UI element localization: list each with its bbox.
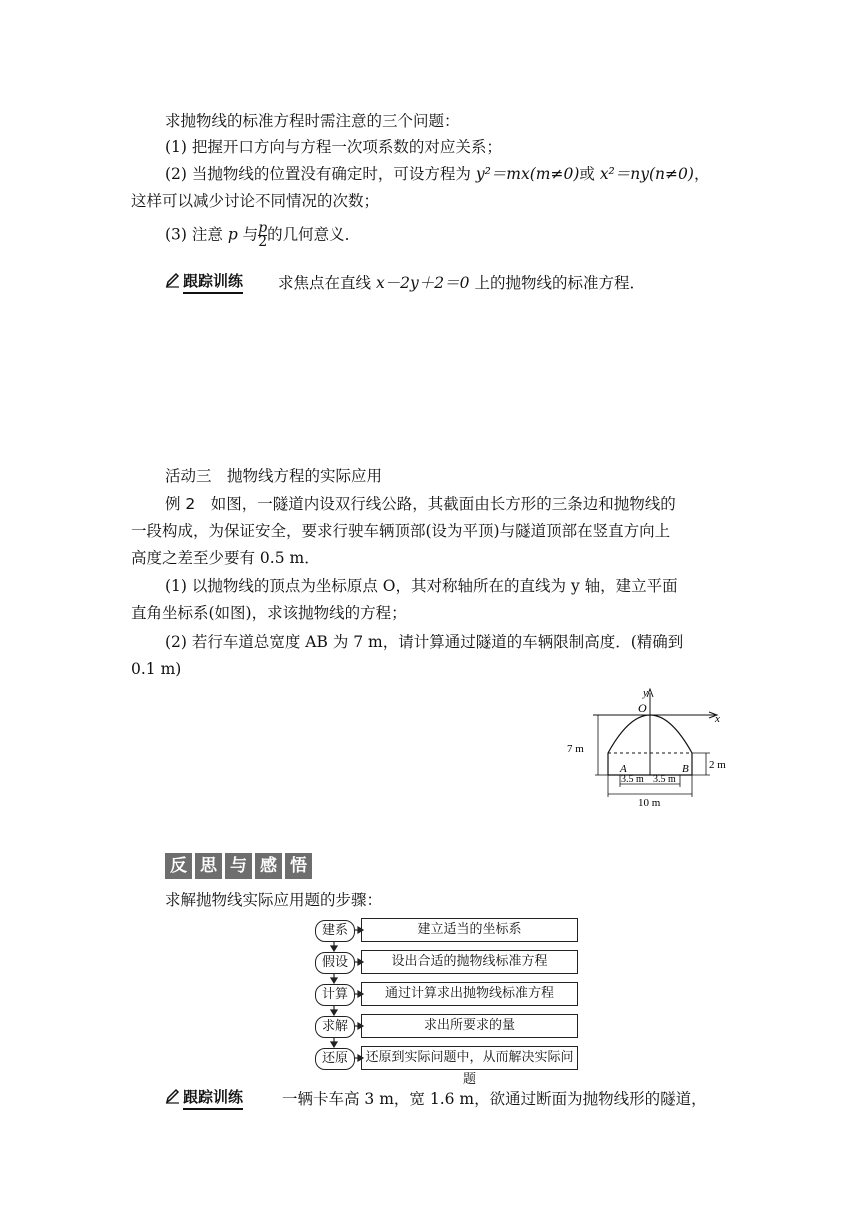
step-box-2: 设出合适的抛物线标准方程 (361, 950, 578, 974)
pencil-icon (165, 272, 180, 292)
heading-char: 悟 (285, 853, 312, 879)
heading-char: 思 (195, 853, 222, 879)
notes-item-2 (165, 163, 709, 185)
step-label-5: 还原 (315, 1048, 355, 1070)
practice-1-prefix: 求焦点在直线 (278, 274, 376, 292)
tunnel-figure (565, 685, 745, 815)
notes-item-1: (1) 把握开口方向与方程一次项系数的对应关系； (165, 138, 502, 156)
fraction-denominator: 2 (258, 234, 268, 250)
pencil-icon (165, 1088, 180, 1108)
item2-mid: 或 (579, 165, 600, 183)
practice-1-text (278, 272, 645, 294)
step-box-1: 建立适当的坐标系 (361, 918, 578, 942)
practice-badge-1 (165, 270, 243, 294)
y-axis-label: y (643, 687, 648, 699)
item3-prefix: (3) 注意 (165, 225, 228, 244)
item3-mid: 与 (237, 225, 259, 244)
reflection-heading (165, 853, 312, 879)
heading-char: 反 (165, 853, 192, 879)
step-box-4: 求出所要求的量 (361, 1014, 578, 1038)
fraction-numerator: p (258, 220, 268, 236)
item2-suffix: ， (693, 165, 710, 183)
heading-char: 感 (255, 853, 282, 879)
side-label: 2 m (709, 759, 726, 771)
notes-item-2-line-2: 这样可以减少讨论不同情况的次数； (131, 192, 380, 210)
example-2-line-3: 高度之差至少要有 0.5 m． (131, 549, 320, 567)
example-2-line-2: 一段构成，为保证安全，要求行驶车辆顶部(设为平顶)与隧道顶部在竖直方向上 (131, 522, 671, 540)
example-2-text: 如图，一隧道内设双行线公路，其截面由长方形的三条边和抛物线的 (195, 495, 676, 513)
question-2-line-2: 0.1 m) (131, 660, 182, 678)
practice-badge-1-label: 跟踪训练 (183, 270, 243, 294)
reflection-intro: 求解抛物线实际应用题的步骤： (165, 891, 383, 909)
question-1-line-2: 直角坐标系(如图)，求该抛物线的方程； (131, 604, 407, 622)
example-2-label: 例 2 (165, 495, 196, 513)
half-left-label: 3.5 m (621, 774, 644, 785)
item2-equation-2: x²＝ny(n≠0) (599, 165, 694, 183)
item3-p: p (227, 225, 238, 244)
example-2-line-1 (165, 493, 676, 515)
height-label: 7 m (567, 743, 584, 755)
origin-label: O (638, 701, 647, 715)
practice-1-equation: x－2y＋2＝0 (375, 274, 470, 292)
item2-prefix: (2) 当抛物线的位置没有确定时，可设方程为 (165, 165, 476, 183)
point-b-label: B (682, 763, 689, 775)
practice-badge-2 (165, 1086, 243, 1110)
step-label-4: 求解 (315, 1016, 355, 1038)
step-label-1: 建系 (315, 920, 355, 942)
practice-badge-2-label: 跟踪训练 (183, 1086, 243, 1110)
question-1-line-1: (1) 以抛物线的顶点为坐标原点 O，其对称轴所在的直线为 y 轴，建立平面 (165, 577, 678, 595)
practice-2-text: 一辆卡车高 3 m，宽 1.6 m，欲通过断面为抛物线形的隧道， (282, 1090, 707, 1108)
item2-equation-1: y²＝mx(m≠0) (475, 165, 580, 183)
fraction-p-over-2 (258, 222, 267, 249)
half-right-label: 3.5 m (653, 774, 676, 785)
x-axis-label: x (715, 713, 720, 725)
item3-suffix: 的几何意义． (267, 225, 361, 244)
notes-item-3 (165, 222, 360, 249)
step-label-2: 假设 (315, 952, 355, 974)
activity-3-title: 活动三 抛物线方程的实际应用 (165, 467, 383, 485)
width-label: 10 m (638, 797, 661, 809)
step-label-3: 计算 (315, 984, 355, 1006)
question-2-line-1: (2) 若行车道总宽度 AB 为 7 m，请计算通过隧道的车辆限制高度．(精确到 (165, 633, 684, 651)
point-a-label: A (620, 763, 627, 775)
step-box-3: 通过计算求出抛物线标准方程 (361, 982, 578, 1006)
step-box-5: 还原到实际问题中，从而解决实际问题 (361, 1046, 578, 1070)
notes-intro: 求抛物线的标准方程时需注意的三个问题： (165, 112, 460, 130)
heading-char: 与 (225, 853, 252, 879)
practice-1-suffix: 上的抛物线的标准方程． (469, 274, 645, 292)
